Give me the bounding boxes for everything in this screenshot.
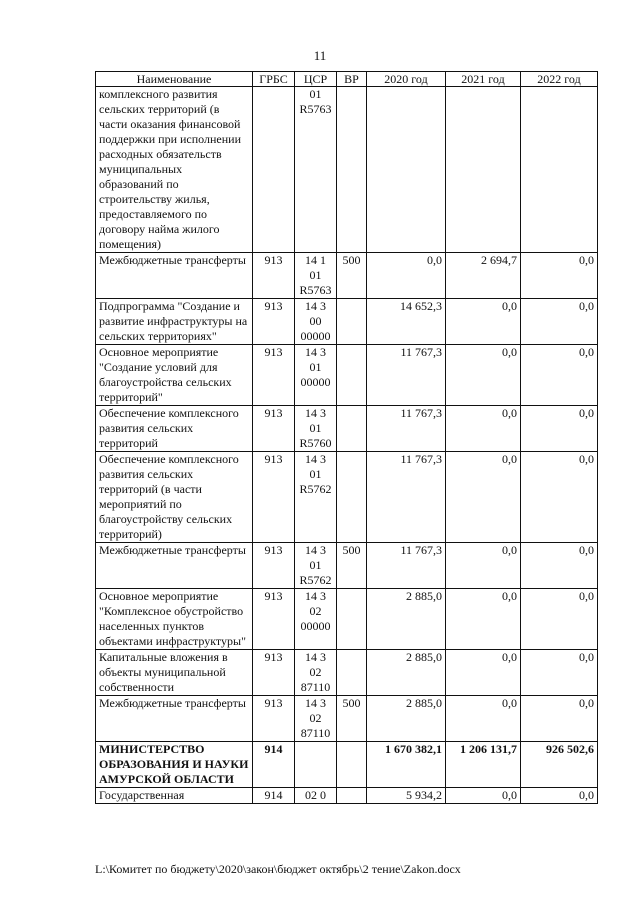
cell-vr — [337, 742, 367, 788]
cell-2021: 0,0 — [446, 589, 521, 650]
table-row — [96, 253, 598, 299]
cell-vr — [337, 299, 367, 345]
csr-part: 01 — [309, 360, 322, 374]
table-header-row — [96, 72, 598, 87]
csr-part: 87110 — [300, 680, 331, 694]
cell-vr — [337, 345, 367, 406]
cell-2022: 0,0 — [521, 589, 598, 650]
cell-vr: 500 — [337, 696, 367, 742]
page-number: 11 — [313, 48, 327, 63]
cell-grbs: 913 — [253, 696, 295, 742]
cell-2022: 0,0 — [521, 345, 598, 406]
cell-2020: 11 767,3 — [367, 543, 446, 589]
table-row — [96, 452, 598, 543]
cell-2021: 0,0 — [446, 788, 521, 804]
cell-name: Межбюджетные трансферты — [96, 696, 253, 742]
cell-name: МИНИСТЕРСТВО ОБРАЗОВАНИЯ И НАУКИ АМУРСКОЙ ОБЛАСТИ — [96, 742, 253, 788]
cell-grbs: 913 — [253, 345, 295, 406]
cell-vr: 500 — [337, 253, 367, 299]
cell-name: комплексного развития сельских территорий (в части оказания финансовой поддержки при исполнении расходных обязательств муниципальных образований по строительству жилья, предоставляемого по договору найма жилого помещения) — [96, 87, 253, 253]
cell-name: Обеспечение комплексного развития сельских территорий — [96, 406, 253, 452]
header-2022: 2022 год — [521, 72, 598, 87]
cell-name: Межбюджетные трансферты — [96, 253, 253, 299]
cell-2021: 0,0 — [446, 299, 521, 345]
cell-2021: 0,0 — [446, 406, 521, 452]
header-2020: 2020 год — [367, 72, 446, 87]
cell-vr — [337, 650, 367, 696]
cell-2020: 14 652,3 — [367, 299, 446, 345]
cell-grbs — [253, 87, 295, 253]
cell-vr — [337, 452, 367, 543]
csr-part: 01 — [309, 268, 322, 282]
cell-csr — [295, 406, 337, 452]
cell-2020: 2 885,0 — [367, 650, 446, 696]
table-row — [96, 87, 598, 253]
csr-part: R5763 — [299, 283, 332, 297]
cell-csr — [295, 742, 337, 788]
cell-2020 — [367, 87, 446, 253]
csr-part: 14 1 — [305, 253, 326, 267]
cell-2022: 0,0 — [521, 543, 598, 589]
cell-2020: 0,0 — [367, 253, 446, 299]
csr-part: 14 3 — [305, 299, 326, 313]
cell-csr — [295, 345, 337, 406]
budget-table — [95, 71, 598, 804]
csr-part: R5762 — [299, 482, 332, 496]
cell-grbs: 913 — [253, 406, 295, 452]
header-csr: ЦСР — [295, 72, 337, 87]
cell-csr — [295, 696, 337, 742]
header-vr: ВР — [337, 72, 367, 87]
cell-2020: 11 767,3 — [367, 345, 446, 406]
cell-2021: 0,0 — [446, 452, 521, 543]
table-row — [96, 696, 598, 742]
cell-name: Государственная — [96, 788, 253, 804]
cell-vr — [337, 589, 367, 650]
csr-part: 02 — [309, 665, 322, 679]
csr-part: 00000 — [300, 329, 331, 343]
cell-csr — [295, 543, 337, 589]
csr-part: 02 — [309, 604, 322, 618]
cell-name: Основное мероприятие "Создание условий для благоустройства сельских территорий" — [96, 345, 253, 406]
cell-csr — [295, 87, 337, 253]
csr-part: 01 — [309, 558, 322, 572]
cell-grbs: 914 — [253, 742, 295, 788]
cell-2021: 0,0 — [446, 345, 521, 406]
table-row — [96, 650, 598, 696]
csr-part: R5763 — [299, 102, 332, 116]
cell-vr: 500 — [337, 543, 367, 589]
table-row — [96, 543, 598, 589]
cell-grbs: 913 — [253, 299, 295, 345]
table-row — [96, 406, 598, 452]
header-2021: 2021 год — [446, 72, 521, 87]
cell-2021: 2 694,7 — [446, 253, 521, 299]
cell-csr — [295, 299, 337, 345]
cell-2022: 0,0 — [521, 299, 598, 345]
csr-part: 14 3 — [305, 650, 326, 664]
cell-2022: 0,0 — [521, 696, 598, 742]
cell-2022: 0,0 — [521, 452, 598, 543]
cell-vr — [337, 788, 367, 804]
csr-part: R5760 — [299, 436, 332, 450]
csr-part: 00000 — [300, 375, 331, 389]
footer-file-path: L:\Комитет по бюджету\2020\закон\бюджет октябрь\2 тение\Zakon.docx — [95, 862, 461, 876]
csr-part: R5762 — [299, 573, 332, 587]
cell-csr — [295, 589, 337, 650]
cell-2022: 0,0 — [521, 406, 598, 452]
cell-2022 — [521, 87, 598, 253]
table-row — [96, 742, 598, 788]
csr-part: 00000 — [300, 619, 331, 633]
cell-2021: 0,0 — [446, 650, 521, 696]
csr-part: 01 — [309, 421, 322, 435]
cell-2020: 2 885,0 — [367, 589, 446, 650]
table-body — [96, 87, 598, 804]
cell-name: Капитальные вложения в объекты муниципальной собственности — [96, 650, 253, 696]
table-row — [96, 345, 598, 406]
cell-2022: 0,0 — [521, 253, 598, 299]
cell-name: Основное мероприятие "Комплексное обустройство населенных пунктов объектами инфраструктуры" — [96, 589, 253, 650]
table-row — [96, 589, 598, 650]
cell-2020: 11 767,3 — [367, 406, 446, 452]
csr-part: 02 0 — [305, 788, 326, 802]
cell-grbs: 913 — [253, 543, 295, 589]
cell-csr — [295, 788, 337, 804]
table-row — [96, 299, 598, 345]
cell-name: Межбюджетные трансферты — [96, 543, 253, 589]
cell-grbs: 914 — [253, 788, 295, 804]
cell-2020: 5 934,2 — [367, 788, 446, 804]
cell-csr — [295, 253, 337, 299]
cell-name: Обеспечение комплексного развития сельских территорий (в части мероприятий по благоустройству сельских территорий) — [96, 452, 253, 543]
header-grbs: ГРБС — [253, 72, 295, 87]
cell-grbs: 913 — [253, 589, 295, 650]
cell-grbs: 913 — [253, 452, 295, 543]
csr-part: 00 — [309, 314, 322, 328]
cell-2020: 2 885,0 — [367, 696, 446, 742]
header-name: Наименование — [96, 72, 253, 87]
cell-2021: 0,0 — [446, 543, 521, 589]
cell-2020: 11 767,3 — [367, 452, 446, 543]
cell-vr — [337, 406, 367, 452]
cell-vr — [337, 87, 367, 253]
cell-2022: 926 502,6 — [521, 742, 598, 788]
cell-2021 — [446, 87, 521, 253]
csr-part: 01 — [309, 87, 322, 101]
csr-part: 87110 — [300, 726, 331, 740]
csr-part: 14 3 — [305, 543, 326, 557]
cell-grbs: 913 — [253, 253, 295, 299]
cell-csr — [295, 452, 337, 543]
cell-name: Подпрограмма "Создание и развитие инфраструктуры на сельских территориях" — [96, 299, 253, 345]
csr-part: 14 3 — [305, 589, 326, 603]
table-row — [96, 788, 598, 804]
csr-part: 14 3 — [305, 345, 326, 359]
csr-part: 14 3 — [305, 696, 326, 710]
cell-2021: 0,0 — [446, 696, 521, 742]
cell-2020: 1 670 382,1 — [367, 742, 446, 788]
csr-part: 01 — [309, 467, 322, 481]
csr-part: 14 3 — [305, 406, 326, 420]
csr-part: 14 3 — [305, 452, 326, 466]
cell-2022: 0,0 — [521, 788, 598, 804]
csr-part: 02 — [309, 711, 322, 725]
cell-2022: 0,0 — [521, 650, 598, 696]
cell-grbs: 913 — [253, 650, 295, 696]
cell-2021: 1 206 131,7 — [446, 742, 521, 788]
cell-csr — [295, 650, 337, 696]
